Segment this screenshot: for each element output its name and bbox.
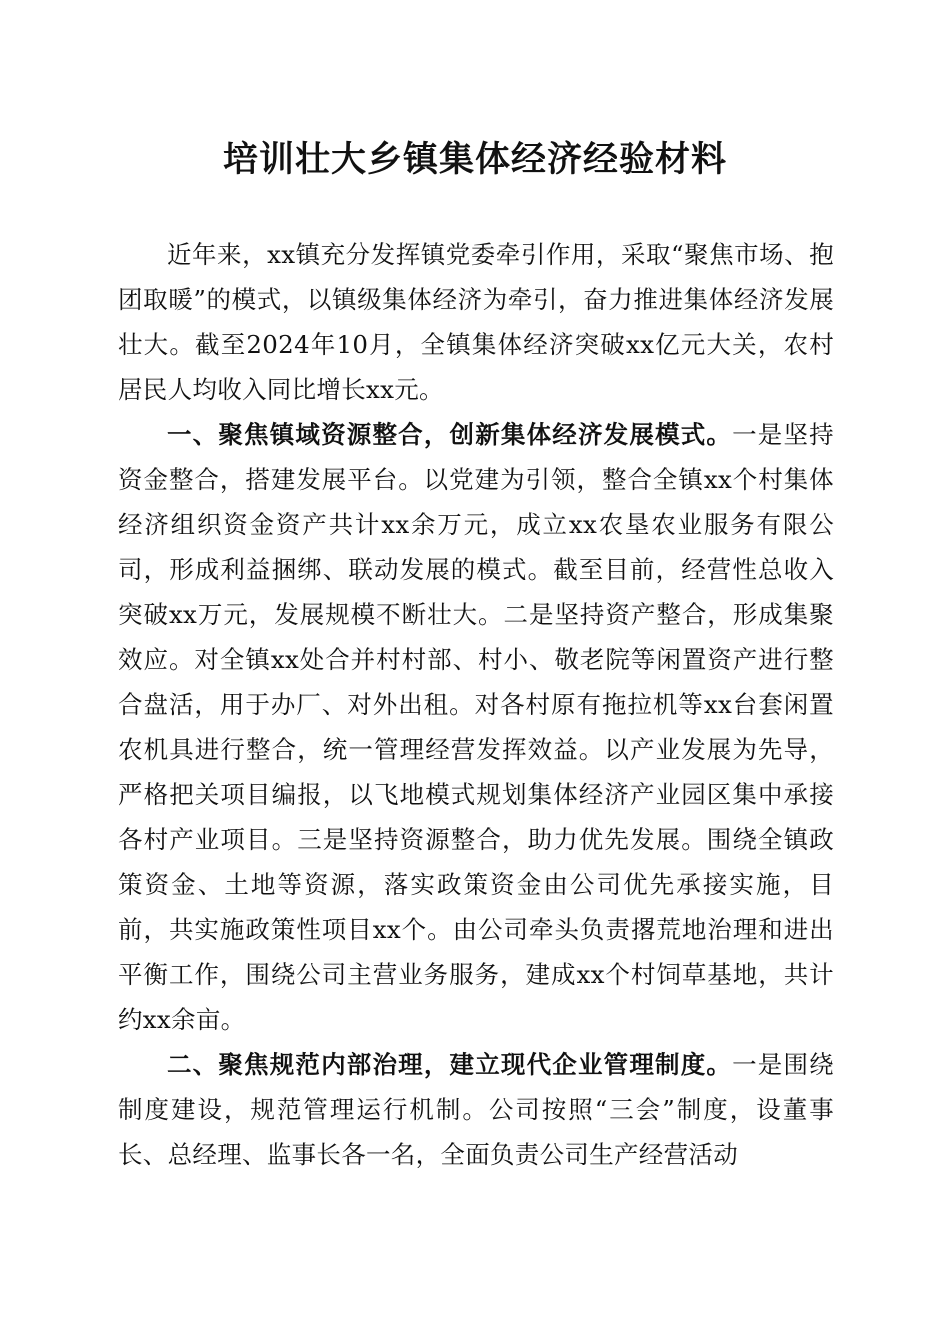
paragraph-text: 一是坚持资金整合，搭建发展平台。以党建为引领，整合全镇xx个村集体经济组织资金资产共计xx余万元，成立xx农垦农业服务有限公司，形成利益捆绑、联动发展的模式。截至目前，经营性总收入突破xx万元，发展规模不断壮大。二是坚持资产整合，形成集聚效应。对全镇xx处合并村村部、村小、敬老院等闲置资产进行整合盘活，用于办厂、对外出租。对各村原有拖拉机等xx台套闲置农机具进行整合，统一管理经营发挥效益。以产业发展为先导，严格把关项目编报，以飞地模式规划集体经济产业园区集中承接各村产业项目。三是坚持资源整合，助力优先发展。围绕全镇政策资金、土地等资源，落实政策资金由公司优先承接实施，目前，共实施政策性项目xx个。由公司牵头负责撂荒地治理和进出平衡工作，围绕公司主营业务服务，建成xx个村饲草基地，共计约xx余亩。 [118,420,834,1034]
paragraph-text: 近年来，xx镇充分发挥镇党委牵引作用，采取“聚焦市场、抱团取暖”的模式，以镇级集体经济为牵引，奋力推进集体经济发展壮大。截至2024年10月，全镇集体经济突破xx亿元大关，农村居民人均收入同比增长xx元。 [118,240,834,404]
paragraph-text: 一是围绕制度建设，规范管理运行机制。公司按照“三会”制度，设董事长、总经理、监事长各一名，全面负责公司生产经营活动 [118,1050,834,1169]
paragraph-section-2 [118,1042,834,1177]
document-title: 培训壮大乡镇集体经济经验材料 [222,139,727,180]
section-heading: 一、聚焦镇域资源整合，创新集体经济发展模式。 [167,420,733,449]
section-heading: 二、聚焦规范内部治理，建立现代企业管理制度。 [167,1050,733,1079]
document-body [118,232,834,1177]
paragraph-section-1 [118,412,834,1042]
paragraph-intro [118,232,834,412]
